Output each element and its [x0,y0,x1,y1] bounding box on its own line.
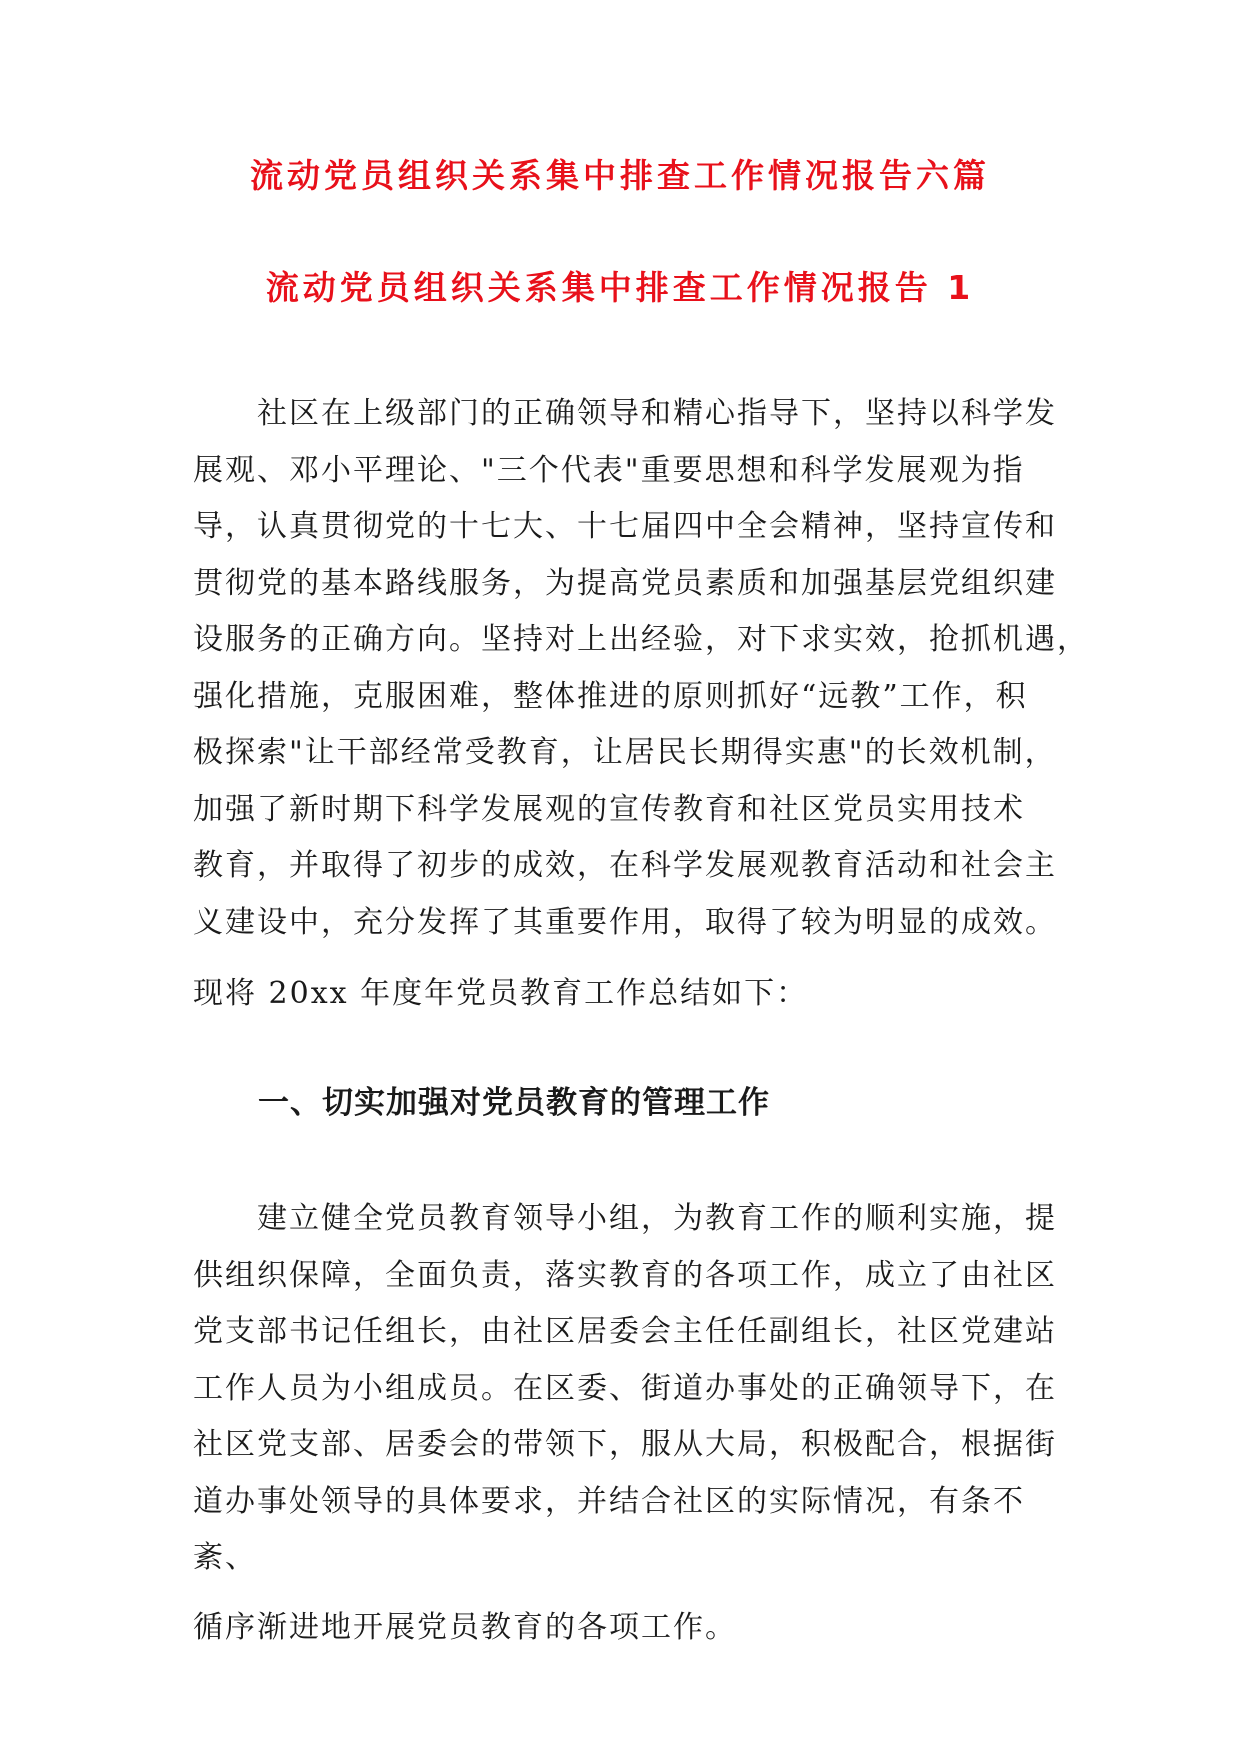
document-title: 流动党员组织关系集中排查工作情况报告六篇 [250,156,990,195]
paragraph-line: 党支部书记任组长，由社区居委会主任任副组长，社区党建站 [193,1314,1057,1349]
paragraph-line: 道办事处领导的具体要求，并结合社区的实际情况，有条不 [193,1483,1025,1519]
paragraph-line: 加强了新时期下科学发展观的宣传教育和社区党员实用技术 [193,791,1025,827]
paragraph-line: 教育，并取得了初步的成效，在科学发展观教育活动和社会主 [193,848,1057,883]
paragraph-line: 极探索"让干部经常受教育，让居民长期得实惠"的长效机制， [193,735,1057,770]
paragraph-line: 展观、邓小平理论、"三个代表"重要思想和科学发展观为指 [193,452,1025,488]
document-subtitle: 流动党员组织关系集中排查工作情况报告 1 [265,268,975,307]
paragraph-line: 社区党支部、居委会的带领下，服从大局，积极配合，根据街 [193,1427,1057,1462]
paragraph-line: 贯彻党的基本路线服务，为提高党员素质和加强基层党组织建 [193,565,1057,601]
paragraph-line: 紊、 [193,1540,257,1575]
paragraph-line: 建立健全党员教育领导小组，为教育工作的顺利实施，提 [257,1201,1057,1236]
paragraph-line: 设服务的正确方向。坚持对上出经验，对下求实效，抢抓机遇， [193,622,1089,657]
paragraph-1-tail: 现将 20xx 年度年党员教育工作总结如下： [193,976,809,1011]
section-heading: 一、切实加强对党员教育的管理工作 [258,1085,770,1121]
paragraph-1 [193,386,1089,951]
paragraph-line: 强化措施，克服困难，整体推进的原则抓好“远教”工作，积 [193,678,1028,714]
paragraph-line: 社区在上级部门的正确领导和精心指导下，坚持以科学发 [257,396,1057,431]
paragraph-2-tail: 循序渐进地开展党员教育的各项工作。 [193,1610,737,1645]
paragraph-line: 义建设中，充分发挥了其重要作用，取得了较为明显的成效。 [193,904,1057,940]
paragraph-line: 供组织保障，全面负责，落实教育的各项工作，成立了由社区 [193,1257,1057,1293]
paragraph-line: 工作人员为小组成员。在区委、街道办事处的正确领导下，在 [193,1370,1057,1406]
paragraph-2 [193,1191,1063,1587]
paragraph-line: 导，认真贯彻党的十七大、十七届四中全会精神，坚持宣传和 [193,509,1057,544]
